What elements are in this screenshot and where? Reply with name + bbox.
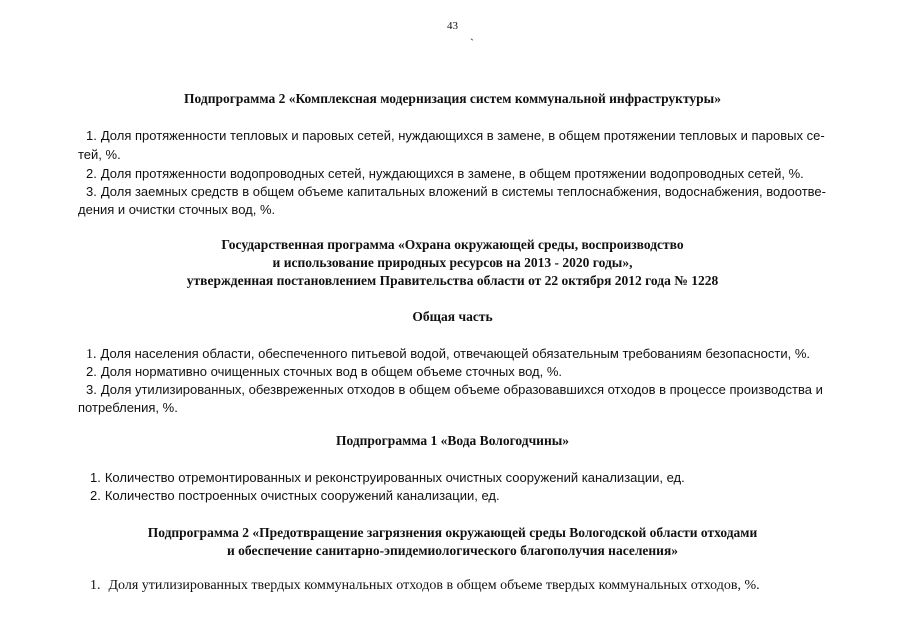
item-text: Доля протяженности водопроводных сетей, нуждающихся в замене, в общем протяжении водопроводных сетей, %. [100,166,804,181]
scan-mark: ` [470,36,474,50]
heading-line: и использование природных ресурсов на 2013 - 2020 годы», [272,255,633,270]
heading-line: утвержденная постановлением Правительства области от 22 октября 2012 года № 1228 [186,273,719,288]
list-item [90,468,685,487]
list-item-continuation: тей, %. [78,147,121,162]
list-item [86,362,562,381]
subprogram-2-waste-heading [40,524,865,560]
list-item [86,344,810,364]
item-text: Доля нормативно очищенных сточных вод в общем объеме сточных вод, %. [100,364,563,379]
list-item [86,182,826,201]
item-text: Доля утилизированных, обезвреженных отходов в общем объеме образовавшихся отходов в процессе производства и [100,382,823,397]
heading-line: Подпрограмма 2 «Комплексная модернизация систем коммунальной инфраструктуры» [184,91,721,106]
heading-line: Государственная программа «Охрана окружающей среды, воспроизводство [221,237,684,252]
list-item-continuation: потребления, %. [78,400,178,415]
list-item [86,126,825,145]
item-number: 1. [90,578,101,593]
subprogram-1-heading [40,432,865,450]
list-item-continuation: дения и очистки сточных вод, %. [78,202,276,217]
heading-line: и обеспечение санитарно-эпидемиологического благополучия населения» [226,543,679,558]
item-number: 1. [86,128,97,143]
item-number: 2. [86,166,97,181]
state-program-heading [40,236,865,290]
item-text: Доля утилизированных твердых коммунальных отходов в общем объеме твердых коммунальных отходов, %. [108,578,760,593]
list-item [90,486,500,505]
general-part-heading [40,308,865,326]
heading-line: Подпрограмма 1 «Вода Вологодчины» [335,433,570,448]
item-number: 1. [86,347,97,362]
list-item [90,576,760,595]
item-text: Количество построенных очистных сооружений канализации, ед. [104,488,500,503]
subprogram-2-heading [40,90,865,108]
item-number: 2. [90,488,101,503]
item-number: 3. [86,184,97,199]
item-number: 1. [90,470,101,485]
item-number: 2. [86,364,97,379]
heading-line: Подпрограмма 2 «Предотвращение загрязнения окружающей среды Вологодской области отходами [147,525,758,540]
list-item [86,164,804,183]
item-text: Доля населения области, обеспеченного питьевой водой, отвечающей обязательным требованиям безопасности, %. [100,346,810,361]
item-number: 3. [86,382,97,397]
item-text: Доля заемных средств в общем объеме капитальных вложений в системы теплоснабжения, водоснабжения, водоотве- [100,184,826,199]
item-text: Доля протяженности тепловых и паровых сетей, нуждающихся в замене, в общем протяжении тепловых и паровых се- [100,128,825,143]
list-item [86,380,823,399]
heading-line: Общая часть [412,309,493,324]
item-text: Количество отремонтированных и реконструированных очистных сооружений канализации, ед. [104,470,685,485]
page-number: 43 [447,20,458,32]
